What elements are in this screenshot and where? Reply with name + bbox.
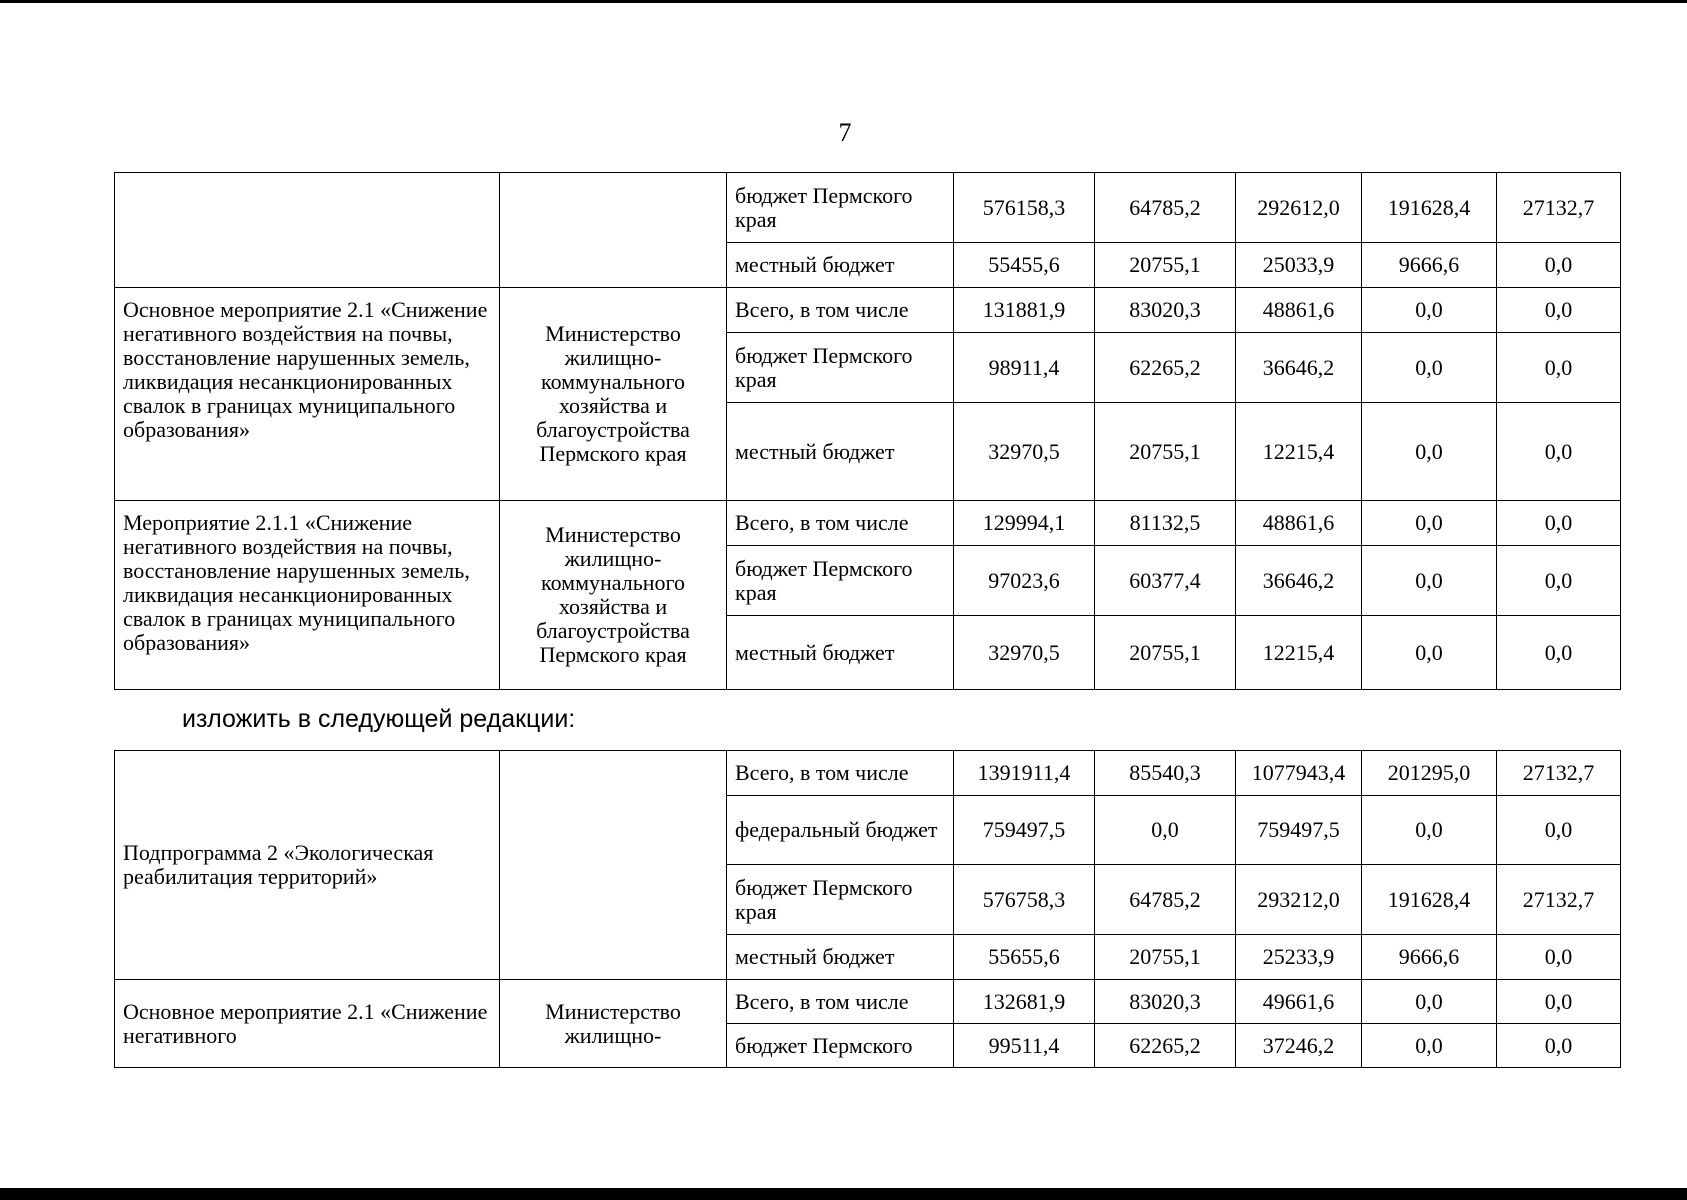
amount-cell: 759497,5 bbox=[1236, 796, 1362, 865]
amount-cell: 37246,2 bbox=[1236, 1024, 1362, 1068]
amount-cell: 83020,3 bbox=[1095, 980, 1236, 1024]
funding-source-cell: местный бюджет bbox=[727, 403, 954, 501]
amount-cell: 12215,4 bbox=[1236, 403, 1362, 501]
budget-table-new bbox=[114, 750, 1621, 1068]
amount-cell: 12215,4 bbox=[1236, 616, 1362, 690]
funding-source-cell: бюджет Пермского края bbox=[727, 333, 954, 403]
amount-cell: 0,0 bbox=[1497, 796, 1621, 865]
measure-name-cell: Подпрограмма 2 «Экологическая реабилитация территорий» bbox=[115, 751, 500, 980]
amount-cell: 0,0 bbox=[1497, 333, 1621, 403]
executor-cell: Министерство жилищно-коммунального хозяйства и благоустройства Пермского края bbox=[500, 288, 727, 501]
amount-cell: 83020,3 bbox=[1095, 288, 1236, 333]
amount-cell: 0,0 bbox=[1362, 333, 1497, 403]
amount-cell: 97023,6 bbox=[954, 546, 1095, 616]
funding-source-cell: Всего, в том числе bbox=[727, 980, 954, 1024]
intro-phrase: изложить в следующей редакции: bbox=[182, 705, 576, 733]
amount-cell: 36646,2 bbox=[1236, 333, 1362, 403]
funding-source-cell: федеральный бюджет bbox=[727, 796, 954, 865]
amount-cell: 0,0 bbox=[1362, 616, 1497, 690]
executor-cell bbox=[500, 173, 727, 288]
table-row bbox=[115, 173, 1621, 243]
amount-cell: 0,0 bbox=[1362, 796, 1497, 865]
amount-cell: 55455,6 bbox=[954, 243, 1095, 288]
amount-cell: 759497,5 bbox=[954, 796, 1095, 865]
amount-cell: 0,0 bbox=[1362, 546, 1497, 616]
amount-cell: 1391911,4 bbox=[954, 751, 1095, 796]
amount-cell: 0,0 bbox=[1497, 935, 1621, 980]
table-row bbox=[115, 501, 1621, 546]
amount-cell: 20755,1 bbox=[1095, 616, 1236, 690]
amount-cell: 576158,3 bbox=[954, 173, 1095, 243]
funding-source-cell: бюджет Пермского края bbox=[727, 546, 954, 616]
funding-source-cell: Всего, в том числе bbox=[727, 501, 954, 546]
amount-cell: 48861,6 bbox=[1236, 501, 1362, 546]
page-number: 7 bbox=[838, 118, 852, 147]
measure-name-cell: Основное мероприятие 2.1 «Снижение негативного воздействия на почвы, восстановление нарушенных земель, ликвидация несанкционированных свалок в границах муниципального образования» bbox=[115, 288, 500, 501]
funding-source-cell: бюджет Пермского края bbox=[727, 173, 954, 243]
amount-cell: 64785,2 bbox=[1095, 865, 1236, 935]
executor-cell: Министерство жилищно-коммунального хозяйства и благоустройства Пермского края bbox=[500, 501, 727, 690]
amount-cell: 0,0 bbox=[1497, 1024, 1621, 1068]
amount-cell: 81132,5 bbox=[1095, 501, 1236, 546]
executor-cell bbox=[500, 751, 727, 980]
amount-cell: 0,0 bbox=[1497, 403, 1621, 501]
amount-cell: 0,0 bbox=[1497, 243, 1621, 288]
amount-cell: 27132,7 bbox=[1497, 173, 1621, 243]
amount-cell: 0,0 bbox=[1095, 796, 1236, 865]
amount-cell: 0,0 bbox=[1362, 403, 1497, 501]
amount-cell: 292612,0 bbox=[1236, 173, 1362, 243]
funding-source-cell: местный бюджет bbox=[727, 243, 954, 288]
measure-name-cell: Основное мероприятие 2.1 «Снижение негативного bbox=[115, 980, 500, 1068]
amount-cell: 20755,1 bbox=[1095, 935, 1236, 980]
amount-cell: 99511,4 bbox=[954, 1024, 1095, 1068]
top-border-line bbox=[0, 0, 1687, 3]
amount-cell: 132681,9 bbox=[954, 980, 1095, 1024]
amount-cell: 32970,5 bbox=[954, 616, 1095, 690]
funding-source-cell: местный бюджет bbox=[727, 616, 954, 690]
amount-cell: 25033,9 bbox=[1236, 243, 1362, 288]
amount-cell: 293212,0 bbox=[1236, 865, 1362, 935]
amount-cell: 191628,4 bbox=[1362, 173, 1497, 243]
amount-cell: 62265,2 bbox=[1095, 1024, 1236, 1068]
table-row bbox=[115, 751, 1621, 796]
amount-cell: 131881,9 bbox=[954, 288, 1095, 333]
funding-source-cell: местный бюджет bbox=[727, 935, 954, 980]
amount-cell: 0,0 bbox=[1362, 501, 1497, 546]
amount-cell: 27132,7 bbox=[1497, 751, 1621, 796]
amount-cell: 129994,1 bbox=[954, 501, 1095, 546]
amount-cell: 0,0 bbox=[1497, 288, 1621, 333]
funding-source-cell: Всего, в том числе bbox=[727, 751, 954, 796]
bottom-border-line bbox=[0, 1188, 1687, 1200]
amount-cell: 62265,2 bbox=[1095, 333, 1236, 403]
amount-cell: 60377,4 bbox=[1095, 546, 1236, 616]
amount-cell: 36646,2 bbox=[1236, 546, 1362, 616]
amount-cell: 20755,1 bbox=[1095, 243, 1236, 288]
funding-source-cell: бюджет Пермского края bbox=[727, 865, 954, 935]
funding-source-cell: Всего, в том числе bbox=[727, 288, 954, 333]
measure-name-cell bbox=[115, 173, 500, 288]
table-row bbox=[115, 980, 1621, 1024]
measure-name-cell: Мероприятие 2.1.1 «Снижение негативного воздействия на почвы, восстановление нарушенных земель, ликвидация несанкционированных свалок в границах муниципального образования» bbox=[115, 501, 500, 690]
amount-cell: 0,0 bbox=[1497, 546, 1621, 616]
amount-cell: 0,0 bbox=[1362, 980, 1497, 1024]
amount-cell: 0,0 bbox=[1497, 980, 1621, 1024]
amount-cell: 1077943,4 bbox=[1236, 751, 1362, 796]
amount-cell: 27132,7 bbox=[1497, 865, 1621, 935]
amount-cell: 32970,5 bbox=[954, 403, 1095, 501]
amount-cell: 0,0 bbox=[1497, 616, 1621, 690]
amount-cell: 0,0 bbox=[1362, 1024, 1497, 1068]
amount-cell: 55655,6 bbox=[954, 935, 1095, 980]
table-row bbox=[115, 288, 1621, 333]
amount-cell: 0,0 bbox=[1497, 501, 1621, 546]
funding-source-cell: бюджет Пермского bbox=[727, 1024, 954, 1068]
amount-cell: 25233,9 bbox=[1236, 935, 1362, 980]
amount-cell: 9666,6 bbox=[1362, 243, 1497, 288]
budget-table-old bbox=[114, 172, 1621, 690]
amount-cell: 49661,6 bbox=[1236, 980, 1362, 1024]
amount-cell: 9666,6 bbox=[1362, 935, 1497, 980]
amount-cell: 576758,3 bbox=[954, 865, 1095, 935]
amount-cell: 48861,6 bbox=[1236, 288, 1362, 333]
amount-cell: 64785,2 bbox=[1095, 173, 1236, 243]
amount-cell: 191628,4 bbox=[1362, 865, 1497, 935]
amount-cell: 20755,1 bbox=[1095, 403, 1236, 501]
amount-cell: 0,0 bbox=[1362, 288, 1497, 333]
executor-cell: Министерство жилищно- bbox=[500, 980, 727, 1068]
amount-cell: 98911,4 bbox=[954, 333, 1095, 403]
amount-cell: 201295,0 bbox=[1362, 751, 1497, 796]
amount-cell: 85540,3 bbox=[1095, 751, 1236, 796]
